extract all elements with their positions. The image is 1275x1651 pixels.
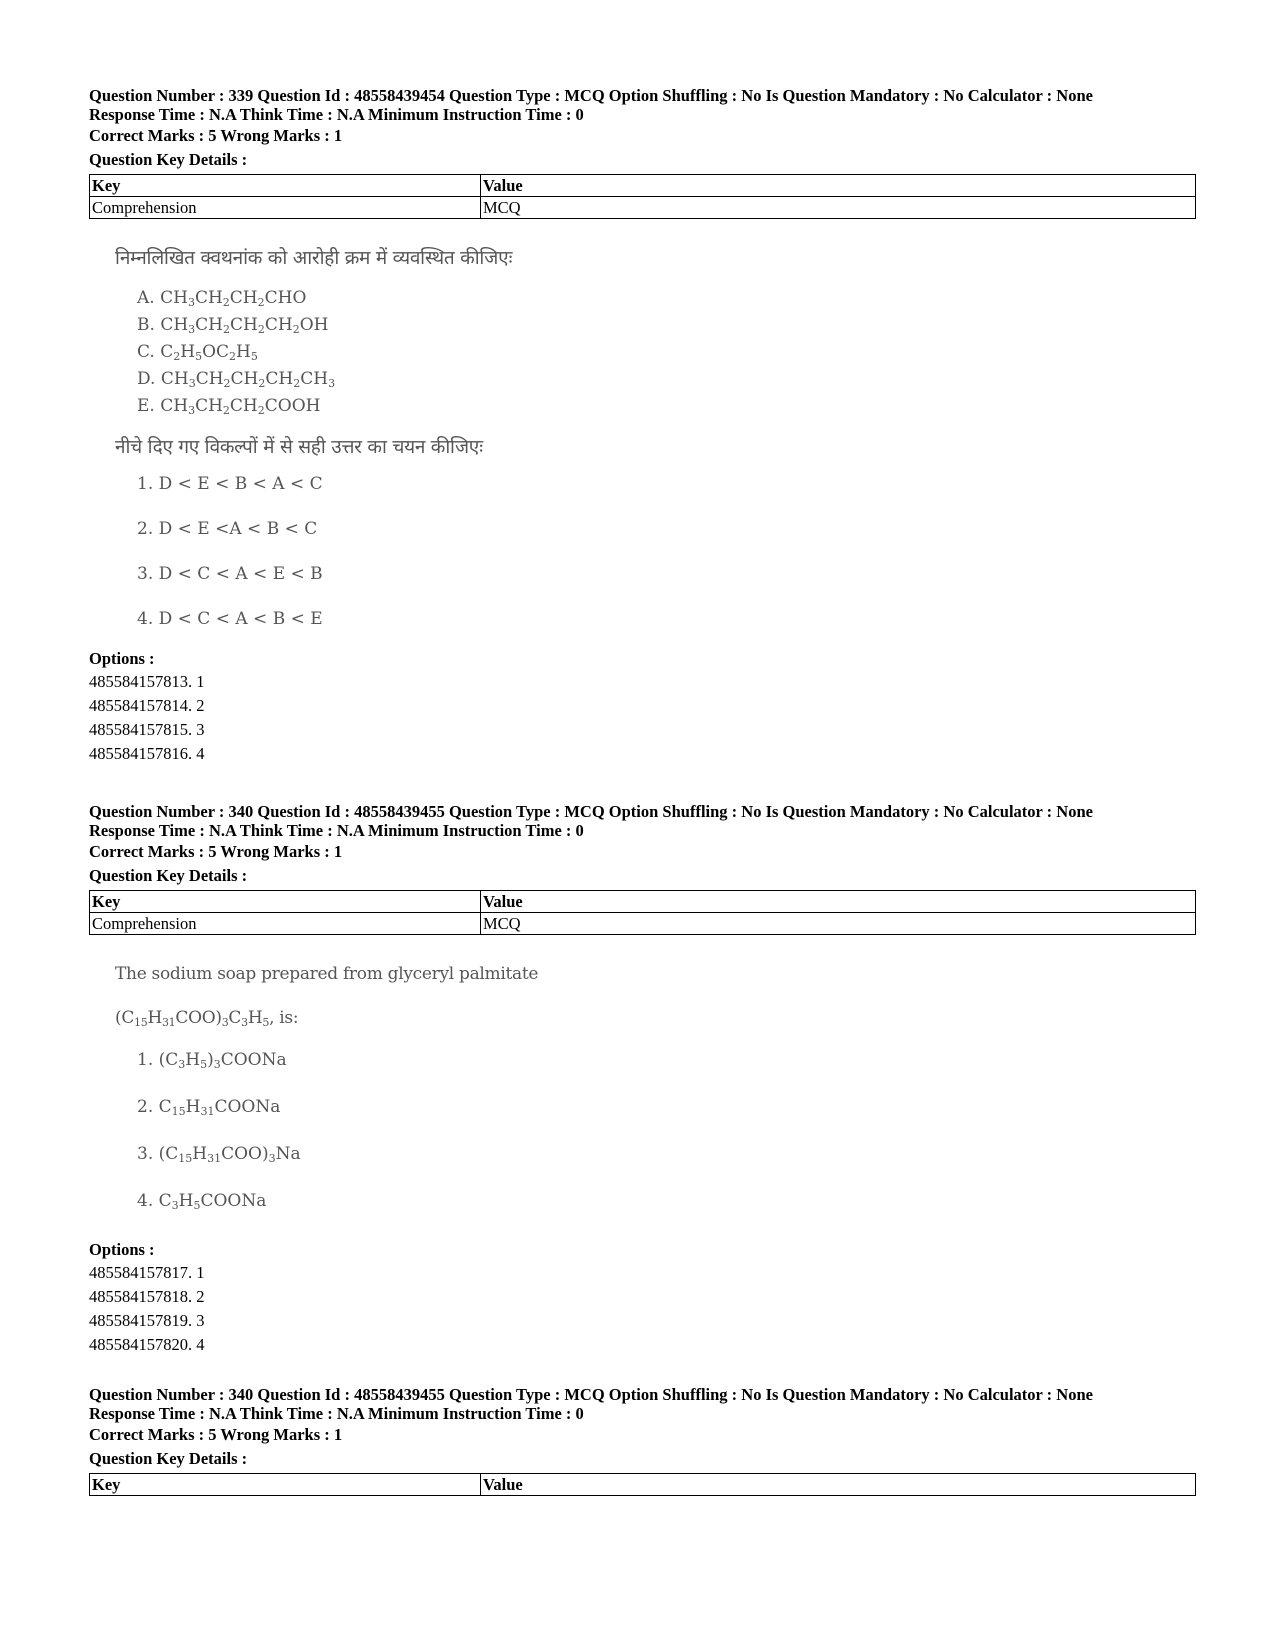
options-label: Options : [89, 649, 155, 668]
table-row [90, 197, 1196, 219]
formula-subscript: 2 [258, 377, 266, 390]
question-340 [89, 802, 1196, 1357]
formula-subscript: 3 [187, 296, 195, 309]
option-id: 485584157820. 4 [89, 1335, 205, 1354]
formula-subscript: 15 [171, 1105, 186, 1118]
question-header: Question Number : 339 Question Id : 48558439454 Question Type : MCQ Option Shuffling : No Is Question Mandatory : No Calculator : None [89, 86, 1093, 105]
formula-subscript: 3 [221, 1016, 229, 1029]
choice-list [115, 462, 1196, 642]
formula-subscript: 3 [241, 1016, 248, 1029]
table-header-key: Key [90, 175, 481, 197]
key-details-table [89, 1473, 1196, 1496]
choice-item: 3. $(C_{15}H_{31}COO)_3Na$ [137, 1144, 301, 1165]
question-content [115, 245, 1196, 642]
table-cell-value: MCQ [481, 197, 1196, 219]
formula-subscript: 15 [134, 1016, 148, 1029]
question-prompt: The sodium soap prepared from glyceryl palmitate [115, 964, 539, 984]
table-cell-value: MCQ [481, 913, 1196, 935]
option-id-list [89, 1261, 1196, 1357]
choice-item: 2. D < E <A < B < C [137, 519, 318, 539]
table-row [90, 913, 1196, 935]
formula-subscript: 2 [257, 296, 265, 309]
choice-item: 2. $C_{15}H_{31}COONa$ [137, 1097, 281, 1118]
formula-subscript: 2 [223, 323, 230, 336]
question-marks: Correct Marks : 5 Wrong Marks : 1 [89, 126, 343, 145]
formula-subscript: 2 [292, 323, 300, 336]
formula-subscript: 3 [213, 1058, 221, 1071]
question-header: Question Number : 340 Question Id : 48558439455 Question Type : MCQ Option Shuffling : No Is Question Mandatory : No Calculator : None [89, 1385, 1093, 1404]
formula-subscript: 5 [200, 1058, 208, 1071]
option-id: 485584157817. 1 [89, 1263, 205, 1282]
question-timing: Response Time : N.A Think Time : N.A Minimum Instruction Time : 0 [89, 105, 584, 124]
question-marks: Correct Marks : 5 Wrong Marks : 1 [89, 842, 343, 861]
question-marks: Correct Marks : 5 Wrong Marks : 1 [89, 1425, 343, 1444]
key-details-label: Question Key Details : [89, 150, 248, 169]
formula-subscript: 31 [161, 1016, 176, 1029]
choice-item: 4. $C_3H_5COONa$ [137, 1191, 267, 1212]
option-id-list [89, 670, 1196, 766]
question-340-repeat [89, 1385, 1196, 1496]
question-timing: Response Time : N.A Think Time : N.A Minimum Instruction Time : 0 [89, 1404, 584, 1423]
question-prompt: निम्नलिखित क्वथनांक को आरोही क्रम में व्यवस्थित कीजिएः [115, 247, 513, 269]
option-id: 485584157819. 3 [89, 1311, 205, 1330]
formula-subscript: 3 [188, 404, 196, 417]
question-timing: Response Time : N.A Think Time : N.A Minimum Instruction Time : 0 [89, 821, 584, 840]
option-id: 485584157813. 1 [89, 672, 205, 691]
formula-subscript: 15 [178, 1152, 193, 1165]
key-details-table [89, 890, 1196, 935]
formula-subscript: 2 [222, 296, 230, 309]
table-header-key: Key [90, 891, 481, 913]
formula-subscript: 3 [188, 377, 196, 390]
choice-item: 1. D < E < B < A < C [137, 474, 323, 494]
option-id: 485584157815. 3 [89, 720, 205, 739]
formula-subscript: 2 [223, 377, 231, 390]
statement-list [115, 285, 1196, 420]
table-header-value: Value [481, 175, 1196, 197]
question-instruction: नीचे दिए गए विकल्पों में से सही उत्तर का चयन कीजिएः [115, 436, 483, 458]
formula-subscript: 5 [262, 1016, 270, 1029]
formula-subscript: 2 [293, 377, 301, 390]
formula-subscript: 3 [268, 1152, 276, 1165]
formula-subscript: 31 [200, 1105, 215, 1118]
formula-subscript: 5 [250, 350, 258, 363]
question-content [115, 961, 1196, 1225]
table-header-value: Value [481, 1474, 1196, 1496]
formula-subscript: 2 [257, 323, 265, 336]
table-header-row [90, 1474, 1196, 1496]
key-details-table [89, 174, 1196, 219]
table-cell-key: Comprehension [90, 197, 481, 219]
choice-item: 1. $(C_3H_5)_3COONa$ [137, 1050, 287, 1071]
choice-item: 4. D < C < A < B < E [137, 609, 323, 629]
formula-subscript: 2 [257, 404, 265, 417]
choice-list [115, 1037, 1196, 1225]
question-formula: $(C_{15}H_{31}COO)_3C_3H_5$, is: [115, 1008, 299, 1029]
formula-subscript: 3 [328, 377, 336, 390]
table-cell-key: Comprehension [90, 913, 481, 935]
formula-subscript: 2 [229, 350, 237, 363]
formula-subscript: 3 [178, 1058, 186, 1071]
option-id: 485584157818. 2 [89, 1287, 205, 1306]
option-id: 485584157816. 4 [89, 744, 205, 763]
formula-subscript: 3 [171, 1199, 179, 1212]
statement-item: B. $CH_3CH_2CH_2CH_2OH$ [137, 315, 329, 336]
key-details-label: Question Key Details : [89, 1449, 248, 1468]
statement-item: C. $C_2H_5OC_2H_5$ [137, 342, 258, 363]
formula-subscript: 2 [173, 350, 181, 363]
question-header: Question Number : 340 Question Id : 48558439455 Question Type : MCQ Option Shuffling : No Is Question Mandatory : No Calculator : None [89, 802, 1093, 821]
options-label: Options : [89, 1240, 155, 1259]
table-header-value: Value [481, 891, 1196, 913]
statement-item: D. $CH_3CH_2CH_2CH_2CH_3$ [137, 369, 336, 390]
option-id: 485584157814. 2 [89, 696, 205, 715]
table-header-row [90, 175, 1196, 197]
statement-item: A. $CH_3CH_2CH_2CHO$ [137, 288, 307, 309]
key-details-label: Question Key Details : [89, 866, 248, 885]
formula-subscript: 3 [188, 323, 196, 336]
question-339 [89, 86, 1196, 766]
formula-subscript: 5 [193, 1199, 201, 1212]
choice-item: 3. D < C < A < E < B [137, 564, 323, 584]
formula-subscript: 2 [222, 404, 230, 417]
formula-subscript: 31 [207, 1152, 222, 1165]
statement-item: E. $CH_3CH_2CH_2COOH$ [137, 396, 321, 417]
formula-subscript: 5 [195, 350, 203, 363]
table-header-key: Key [90, 1474, 481, 1496]
table-header-row [90, 891, 1196, 913]
